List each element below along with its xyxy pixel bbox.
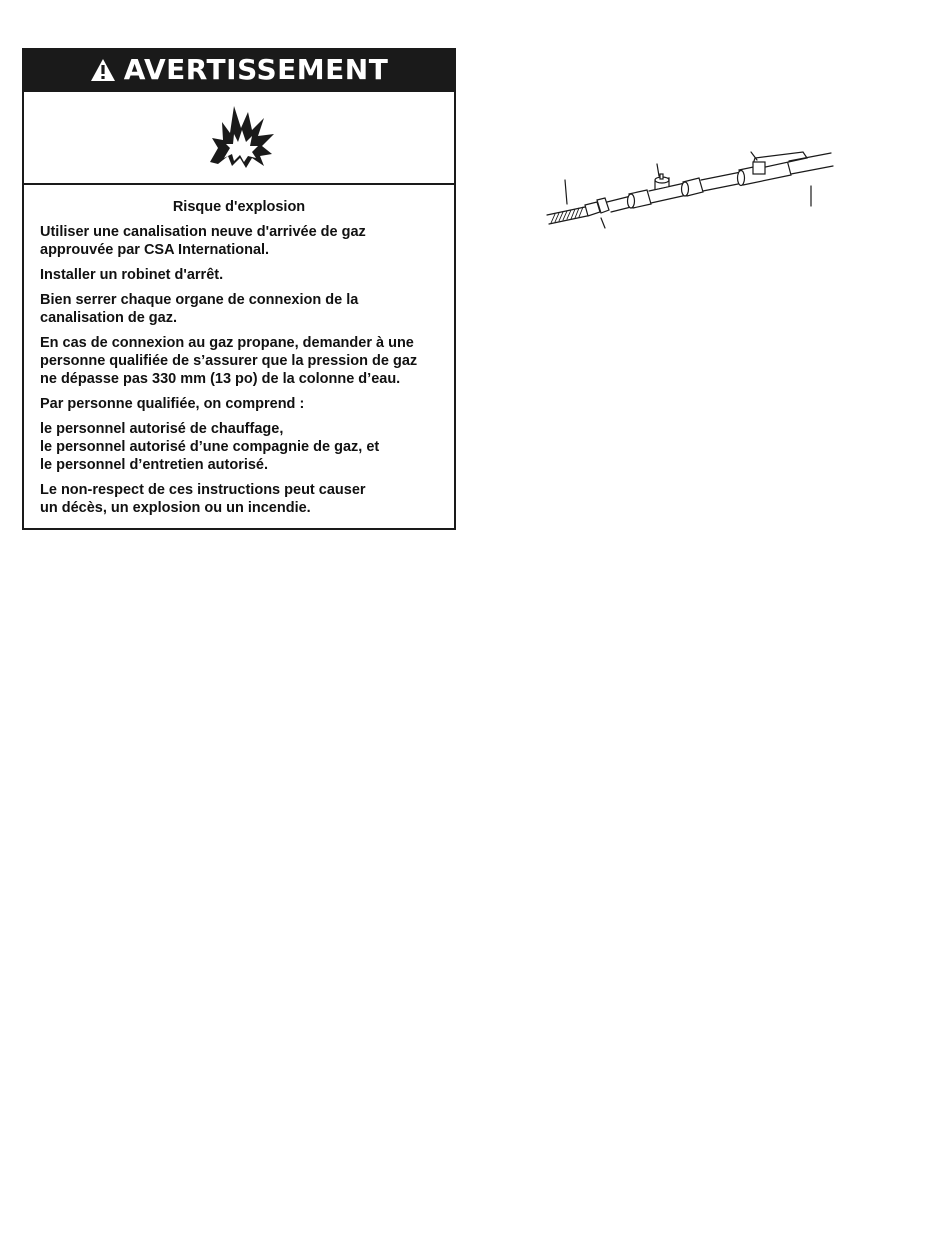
warning-title: AVERTISSEMENT	[123, 53, 389, 86]
instruction-paragraph: Par personne qualifiée, on comprend :	[40, 396, 305, 412]
instruction-paragraph: Le non-respect de ces instructions peut causer un décès, un explosion ou un incendie.	[40, 482, 366, 516]
instruction-paragraph: Utiliser une canalisation neuve d'arrivée de gaz approuvée par CSA International.	[40, 224, 366, 258]
instruction-paragraph: le personnel autorisé de chauffage, le personnel autorisé d’une compagnie de gaz, et le personnel d’entretien autorisé.	[40, 421, 380, 473]
instruction-paragraph: Installer un robinet d'arrêt.	[40, 267, 224, 283]
warning-triangle-icon	[90, 58, 116, 82]
warning-box	[22, 48, 456, 530]
gas-line-connection-diagram	[545, 150, 835, 230]
hazard-symbol-area	[24, 92, 454, 185]
warning-header	[24, 50, 454, 92]
instruction-paragraph: En cas de connexion au gaz propane, demander à une personne qualifiée de s’assurer que la pression de gaz ne dépasse pas 330 mm (13 po) de la colonne d’eau.	[40, 335, 418, 387]
explosion-icon	[206, 100, 278, 172]
warning-text	[24, 185, 454, 517]
warning-subtitle: Risque d'explosion	[172, 199, 306, 215]
instruction-paragraph: Bien serrer chaque organe de connexion de la canalisation de gaz.	[40, 292, 359, 326]
